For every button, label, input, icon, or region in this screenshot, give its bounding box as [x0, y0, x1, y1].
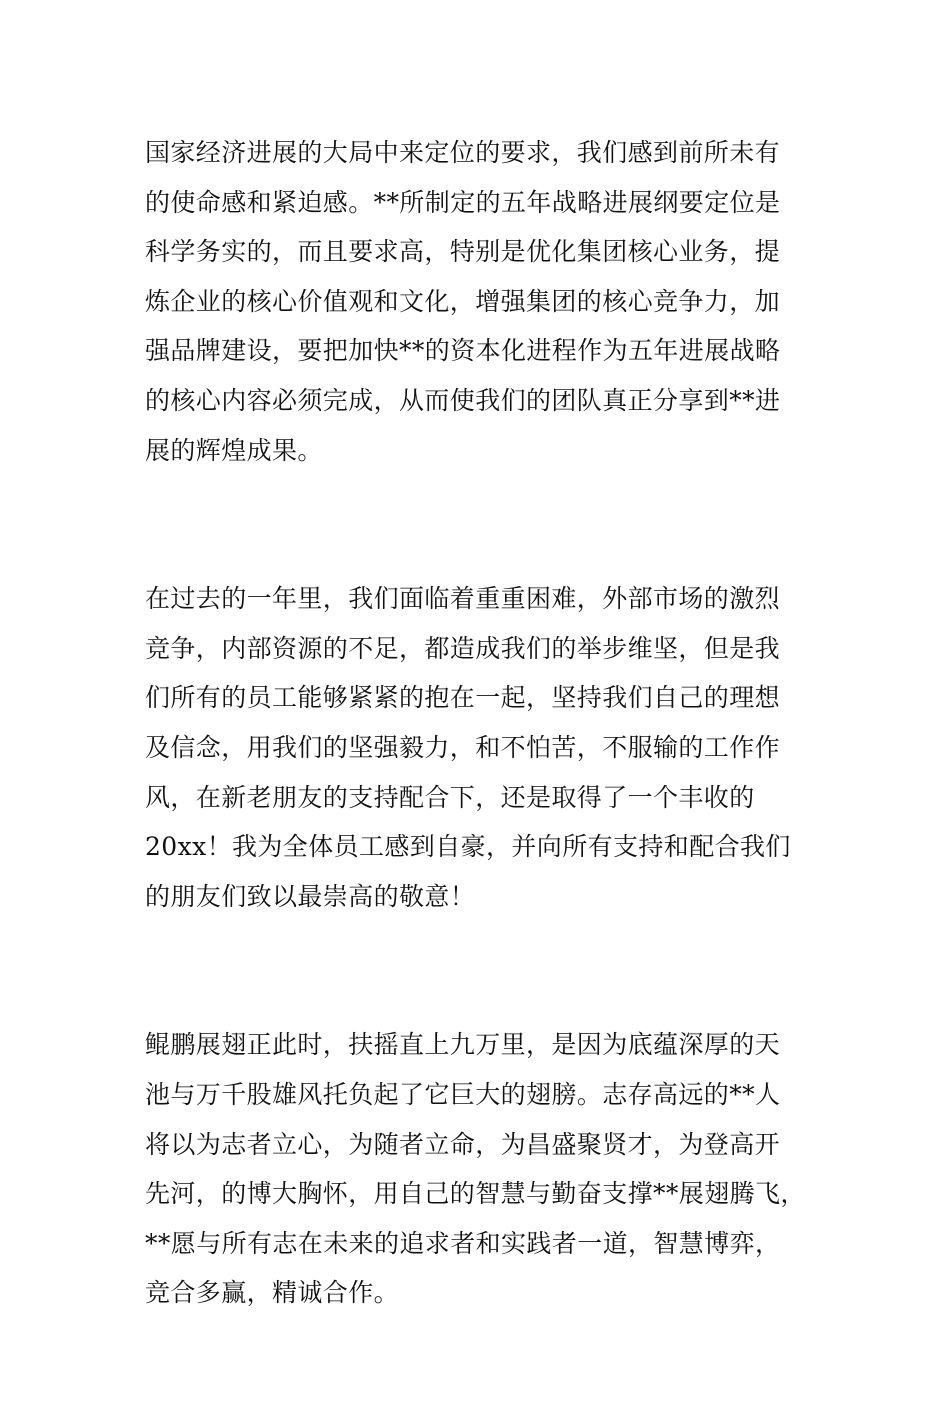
text-line: 鲲鹏展翅正此时，扶摇直上九万里，是因为底蕴深厚的天: [145, 1030, 781, 1060]
text-line: 将以为志者立心，为随者立命，为昌盛聚贤才，为登高开: [145, 1129, 781, 1159]
text-line: 炼企业的核心价值观和文化，增强集团的核心竞争力，加: [145, 286, 781, 316]
text-line: 科学务实的，而且要求高，特别是优化集团核心业务，提: [145, 237, 781, 267]
text-line: 的朋友们致以最崇高的敬意！: [145, 881, 476, 911]
paragraph-3: [145, 1020, 835, 1318]
document-body: [145, 128, 835, 1417]
text-line: 20xx！我为全体员工感到自豪，并向所有支持和配合我们: [145, 832, 791, 862]
text-line: 及信念，用我们的坚强毅力，和不怕苦，不服输的工作作: [145, 732, 781, 762]
text-line: 强品牌建设，要把加快**的资本化进程作为五年进展战略: [145, 336, 781, 366]
text-line: 们所有的员工能够紧紧的抱在一起，坚持我们自己的理想: [145, 683, 781, 713]
paragraph-2: [145, 574, 835, 921]
paragraph-1: [145, 128, 835, 475]
text-line: 在过去的一年里，我们面临着重重困难，外部市场的激烈: [145, 584, 781, 614]
text-line: 展的辉煌成果。: [145, 435, 323, 465]
text-line: 竞争，内部资源的不足，都造成我们的举步维坚，但是我: [145, 633, 781, 663]
text-line: 的核心内容必须完成，从而使我们的团队真正分享到**进: [145, 385, 781, 415]
text-line: 国家经济进展的大局中来定位的要求，我们感到前所未有: [145, 138, 781, 167]
text-line: 风，在新老朋友的支持配合下，还是取得了一个丰收的: [145, 782, 755, 812]
text-line: **愿与所有志在未来的追求者和实践者一道，智慧博弈，: [145, 1228, 781, 1258]
text-line: 池与万千股雄风托负起了它巨大的翅膀。志存高远的**人: [145, 1079, 781, 1109]
text-line: 的使命感和紧迫感。**所制定的五年战略进展纲要定位是: [145, 187, 781, 217]
text-line: 竞合多赢，精诚合作。: [145, 1278, 400, 1308]
text-line: 先河，的博大胸怀，用自己的智慧与勤奋支撑**展翅腾飞，: [145, 1179, 806, 1209]
